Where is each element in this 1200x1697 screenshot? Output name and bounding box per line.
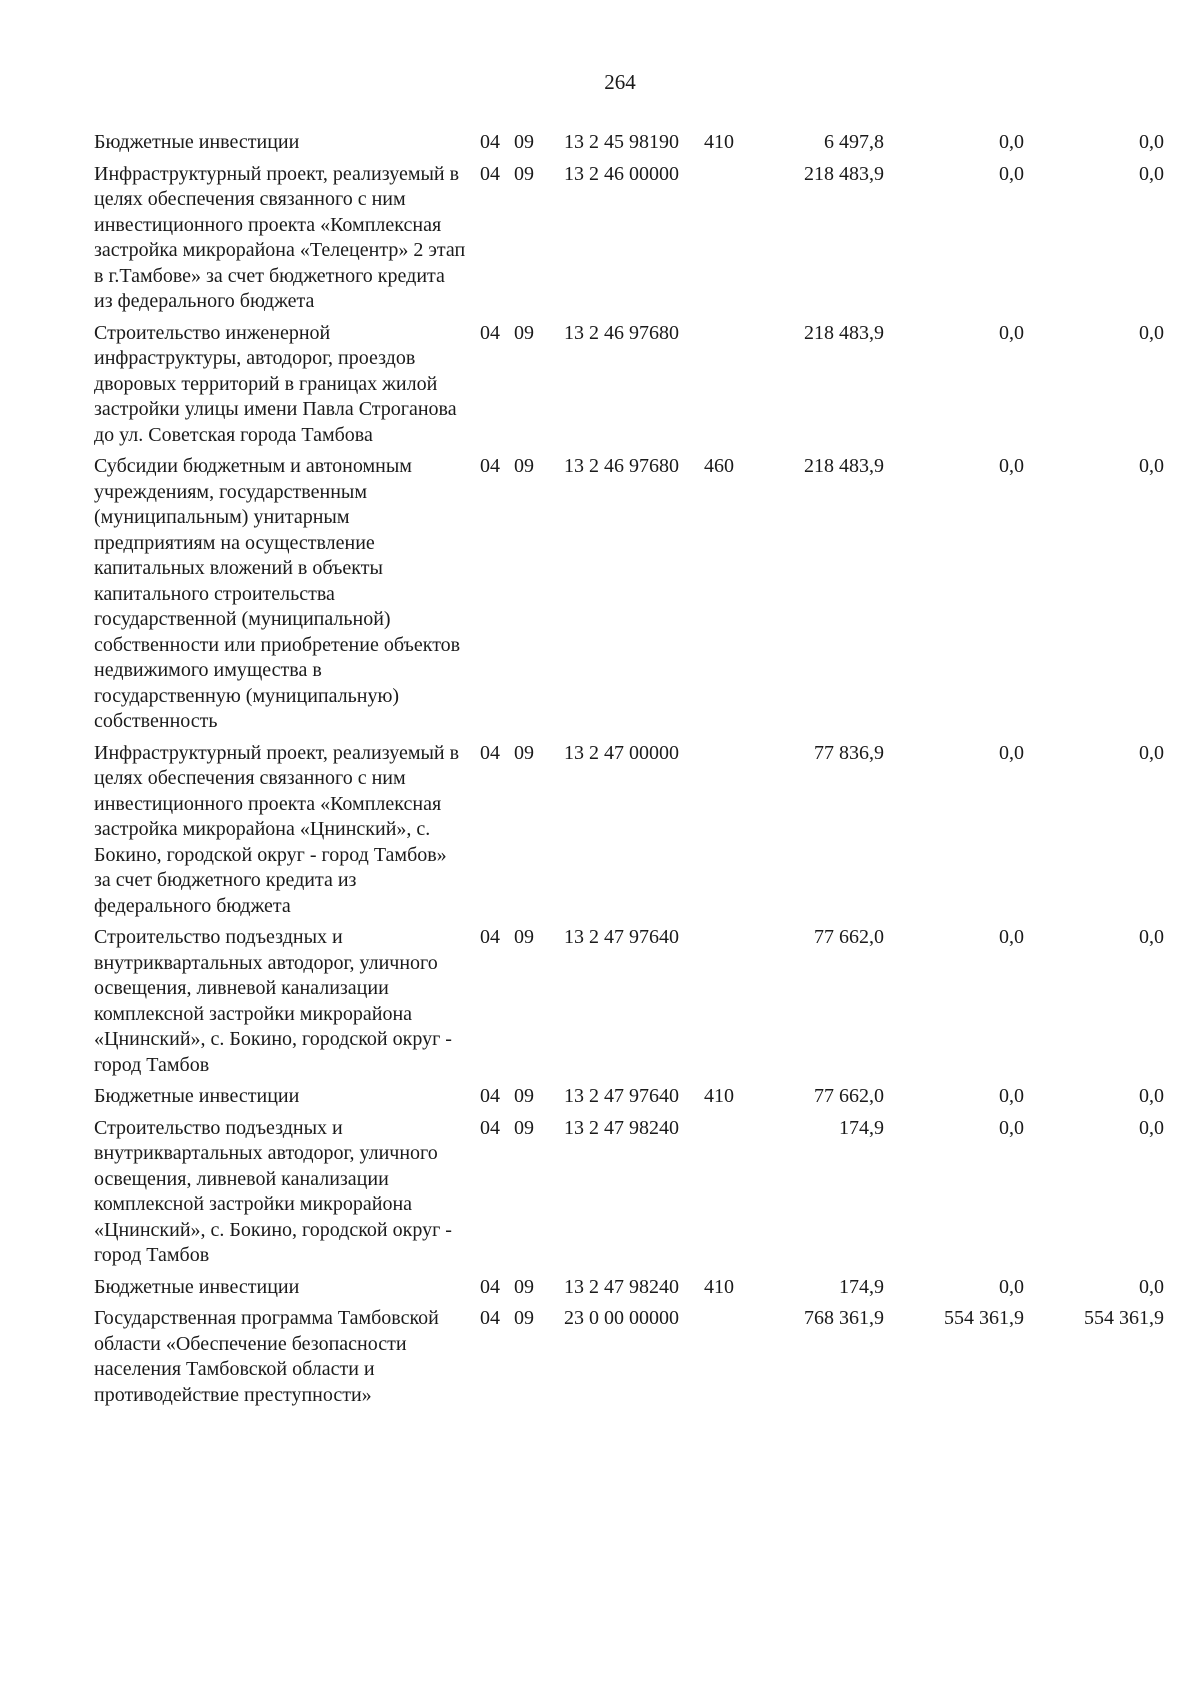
row-amount-year2: 0,0 xyxy=(999,1085,1024,1107)
table-row xyxy=(94,1116,1164,1269)
row-subsection-code: 09 xyxy=(514,162,534,185)
row-name: Субсидии бюджетным и автономным учреждениям, государственным (муниципальным) унитарным предприятиям на осуществление капитальных вложений в объекты капитального строительства государственной (муниципальной) собственности или приобретение объектов недвижимого имущества в государственную (муниципальную) собственность xyxy=(94,455,461,732)
row-section-code: 04 xyxy=(480,1085,500,1107)
row-amount-year3: 0,0 xyxy=(1139,162,1164,185)
row-section-code: 04 xyxy=(480,1275,500,1298)
row-subsection-code: 09 xyxy=(514,926,534,948)
row-target-item-code: 13 2 47 97640 xyxy=(564,1085,679,1107)
row-subsection-code: 09 xyxy=(514,455,534,477)
row-amount-year3: 0,0 xyxy=(1139,321,1164,344)
row-amount-year1: 768 361,9 xyxy=(804,1307,884,1329)
row-amount-year2: 0,0 xyxy=(999,321,1024,344)
row-name: Бюджетные инвестиции xyxy=(94,1085,300,1107)
table-row xyxy=(94,1275,1164,1301)
row-amount-year3: 0,0 xyxy=(1139,926,1164,948)
row-expense-type-code: 410 xyxy=(704,1085,734,1107)
row-target-item-code: 13 2 46 97680 xyxy=(564,455,679,477)
row-subsection-code: 09 xyxy=(514,1116,534,1139)
row-amount-year2: 0,0 xyxy=(999,741,1024,764)
row-subsection-code: 09 xyxy=(514,131,534,153)
row-amount-year2: 0,0 xyxy=(999,131,1024,153)
row-subsection-code: 09 xyxy=(514,321,534,344)
row-amount-year3: 0,0 xyxy=(1139,1116,1164,1139)
row-section-code: 04 xyxy=(480,131,500,153)
row-amount-year1: 6 497,8 xyxy=(824,131,884,153)
row-amount-year3: 0,0 xyxy=(1139,741,1164,764)
table-row xyxy=(94,1084,1164,1110)
row-subsection-code: 09 xyxy=(514,1275,534,1298)
row-section-code: 04 xyxy=(480,455,500,477)
row-amount-year3: 554 361,9 xyxy=(1084,1307,1164,1329)
table-row xyxy=(94,454,1164,735)
row-expense-type-code: 460 xyxy=(704,455,734,477)
row-name: Строительство подъездных и внутриквартальных автодорог, уличного освещения, ливневой канализации комплексной застройки микрорайона «Цнинский», с. Бокино, городской округ - город Тамбов xyxy=(94,926,452,1076)
row-subsection-code: 09 xyxy=(514,1307,534,1329)
row-amount-year2: 0,0 xyxy=(999,455,1024,477)
row-amount-year3: 0,0 xyxy=(1139,455,1164,477)
row-section-code: 04 xyxy=(480,162,500,185)
budget-table xyxy=(94,130,1164,1414)
row-section-code: 04 xyxy=(480,926,500,948)
row-name: Строительство подъездных и внутриквартальных автодорог, уличного освещения, ливневой канализации комплексной застройки микрорайона «Цнинский», с. Бокино, городской округ - город Тамбов xyxy=(94,1116,452,1266)
row-expense-type-code: 410 xyxy=(704,131,734,153)
row-target-item-code: 13 2 47 98240 xyxy=(564,1116,679,1139)
row-amount-year1: 77 836,9 xyxy=(814,741,884,764)
row-amount-year2: 0,0 xyxy=(999,926,1024,948)
row-target-item-code: 13 2 47 00000 xyxy=(564,741,679,764)
table-row xyxy=(94,1306,1164,1408)
row-section-code: 04 xyxy=(480,1307,500,1329)
row-amount-year1: 174,9 xyxy=(839,1116,884,1139)
row-target-item-code: 13 2 47 98240 xyxy=(564,1275,679,1298)
row-name: Инфраструктурный проект, реализуемый в целях обеспечения связанного с ним инвестиционного проекта «Комплексная застройка микрорайона «Телецентр» 2 этап в г.Тамбове» за счет бюджетного кредита из федерального бюджета xyxy=(94,162,466,312)
table-row xyxy=(94,741,1164,920)
row-section-code: 04 xyxy=(480,321,500,344)
row-subsection-code: 09 xyxy=(514,741,534,764)
row-amount-year3: 0,0 xyxy=(1139,131,1164,153)
row-section-code: 04 xyxy=(480,1116,500,1139)
row-amount-year1: 174,9 xyxy=(839,1275,884,1298)
row-name: Бюджетные инвестиции xyxy=(94,131,300,153)
row-amount-year1: 218 483,9 xyxy=(804,162,884,185)
row-amount-year1: 218 483,9 xyxy=(804,321,884,344)
row-amount-year2: 0,0 xyxy=(999,162,1024,185)
row-amount-year2: 554 361,9 xyxy=(944,1307,1024,1329)
row-name: Инфраструктурный проект, реализуемый в целях обеспечения связанного с ним инвестиционного проекта «Комплексная застройка микрорайона «Цнинский», с. Бокино, городской округ - город Тамбов» за счет бюджетного кредита из федерального бюджета xyxy=(94,741,460,917)
row-name: Строительство инженерной инфраструктуры, автодорог, проездов дворовых территорий в границах жилой застройки улицы имени Павла Строганова до ул. Советская города Тамбова xyxy=(94,321,457,446)
row-target-item-code: 13 2 46 00000 xyxy=(564,162,679,185)
table-row xyxy=(94,925,1164,1078)
page-number: 264 xyxy=(604,70,636,94)
row-amount-year3: 0,0 xyxy=(1139,1275,1164,1298)
row-target-item-code: 13 2 45 98190 xyxy=(564,131,679,153)
row-name: Государственная программа Тамбовской области «Обеспечение безопасности населения Тамбовской области и противодействие преступности» xyxy=(94,1307,439,1406)
row-amount-year3: 0,0 xyxy=(1139,1085,1164,1107)
row-expense-type-code: 410 xyxy=(704,1275,734,1298)
row-section-code: 04 xyxy=(480,741,500,764)
row-amount-year1: 77 662,0 xyxy=(814,926,884,948)
row-target-item-code: 13 2 46 97680 xyxy=(564,321,679,344)
table-row xyxy=(94,321,1164,449)
table-row xyxy=(94,162,1164,315)
row-name: Бюджетные инвестиции xyxy=(94,1275,300,1298)
row-target-item-code: 13 2 47 97640 xyxy=(564,926,679,948)
row-amount-year1: 218 483,9 xyxy=(804,455,884,477)
row-amount-year2: 0,0 xyxy=(999,1116,1024,1139)
row-amount-year2: 0,0 xyxy=(999,1275,1024,1298)
table-row xyxy=(94,130,1164,156)
row-amount-year1: 77 662,0 xyxy=(814,1085,884,1107)
row-subsection-code: 09 xyxy=(514,1085,534,1107)
row-target-item-code: 23 0 00 00000 xyxy=(564,1307,679,1329)
